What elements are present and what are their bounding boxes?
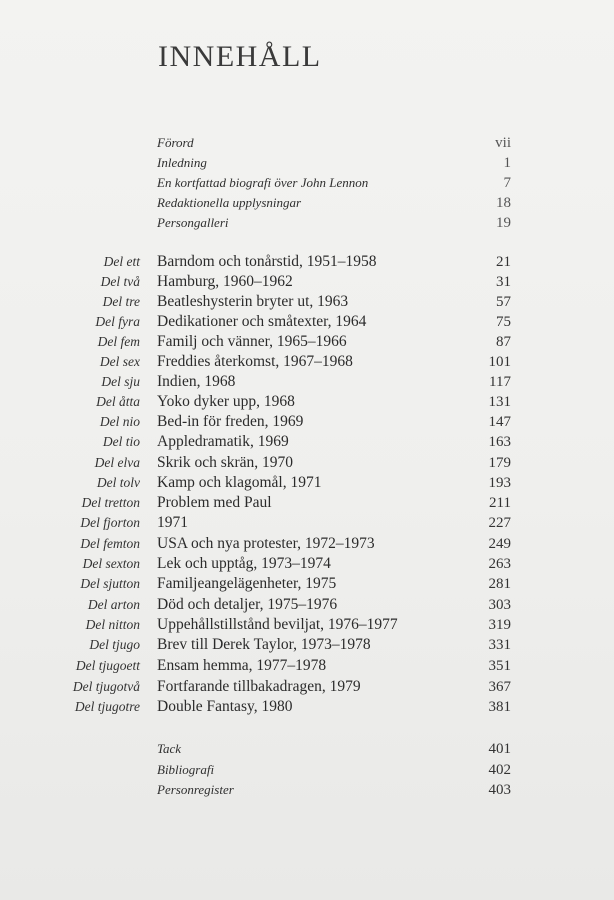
toc-entry-title: Lek och upptåg, 1973–1974 [157,555,331,572]
toc-part-row [0,473,614,493]
toc-entry-page: 227 [488,515,511,531]
toc-front-row [0,173,614,193]
toc-part-label: Del åtta [96,394,140,409]
toc-entry-page: 57 [496,294,511,310]
toc-entry-title: Beatleshysterin bryter ut, 1963 [157,293,349,310]
page-title: INNEHÅLL [158,40,322,73]
toc-part-row [0,392,614,412]
toc-part-label: Del fyra [95,314,140,329]
toc-part-row [0,635,614,655]
toc-part-label: Del sjutton [80,576,140,591]
toc-entry-title: Freddies återkomst, 1967–1968 [157,353,353,370]
toc-entry-page: 249 [488,536,511,552]
toc-entry-page: 193 [488,475,511,491]
toc-part-row [0,513,614,533]
toc-entry-title: Familj och vänner, 1965–1966 [157,333,347,350]
toc-entry-title: Familjeangelägenheter, 1975 [157,575,337,592]
toc-part-label: Del elva [94,455,140,470]
toc-part-row [0,534,614,554]
toc-entry-page: 1 [503,155,511,171]
toc-entry-title: Förord [157,135,194,150]
toc-part-row [0,656,614,676]
toc-part-row [0,372,614,392]
toc-entry-page: 263 [488,556,511,572]
toc-entry-page: 303 [488,597,511,613]
toc-entry-title: Personregister [157,782,234,797]
toc-part-label: Del sex [99,354,140,369]
toc-part-row [0,272,614,292]
toc-front-row [0,213,614,233]
toc-entry-page: 31 [496,274,511,290]
toc-part-label: Del två [100,274,140,289]
toc-entry-page: 381 [488,699,511,715]
toc-entry-page: 367 [488,679,511,695]
toc-entry-title: Fortfarande tillbakadragen, 1979 [157,678,361,695]
toc-part-label: Del sju [101,374,140,389]
toc-part-row [0,292,614,312]
toc-entry-page: 21 [496,254,511,270]
toc-part-row [0,697,614,717]
toc-part-row [0,453,614,473]
toc-part-row [0,615,614,635]
toc-part-label: Del tjugotvå [72,679,140,694]
toc-entry-title: Indien, 1968 [157,373,236,390]
toc-entry-page: 101 [488,354,511,370]
toc-entry-title: Uppehållstillstånd beviljat, 1976–1977 [157,616,398,633]
toc-back-row [0,739,614,759]
toc-entry-page: 75 [496,314,511,330]
toc-part-label: Del tolv [96,475,140,490]
toc-entry-page: 18 [496,195,511,211]
toc-part-row [0,252,614,272]
toc-entry-page: 7 [503,175,511,191]
toc-entry-title: Hamburg, 1960–1962 [157,273,293,290]
toc-entry-title: En kortfattad biografi över John Lennon [157,175,369,190]
toc-entry-page: 117 [489,374,511,390]
toc-entry-title: Kamp och klagomål, 1971 [157,474,322,491]
toc-part-label: Del arton [87,597,140,612]
toc-part-label: Del tio [102,434,140,449]
toc-part-label: Del tre [102,294,140,309]
toc-part-label: Del nio [99,414,140,429]
toc-entry-page: 281 [488,576,511,592]
toc-entry-page: 131 [488,394,511,410]
toc-part-label: Del fjorton [80,515,140,530]
toc-part-row [0,493,614,513]
toc-part-label: Del ett [103,254,140,269]
toc-entry-title: Problem med Paul [157,494,272,511]
toc-part-label: Del tretton [81,495,140,510]
toc-entry-page: vii [495,135,511,151]
toc-entry-title: 1971 [157,514,188,531]
toc-entry-page: 179 [488,455,511,471]
toc-entry-page: 403 [488,782,511,798]
toc-part-row [0,677,614,697]
toc-entry-title: Inledning [157,155,207,170]
toc-part-label: Del sexton [82,556,140,571]
toc-entry-title: Brev till Derek Taylor, 1973–1978 [157,636,371,653]
toc-part-label: Del tjugo [89,637,140,652]
toc-entry-title: Double Fantasy, 1980 [157,698,293,715]
toc-part-row [0,312,614,332]
toc-part-row [0,412,614,432]
toc-entry-page: 401 [488,741,511,757]
toc-entry-title: Tack [157,741,182,756]
toc-back-row [0,760,614,780]
toc-entry-page: 147 [488,414,511,430]
toc-entry-title: Skrik och skrän, 1970 [157,454,294,471]
toc-entry-title: Bed-in för freden, 1969 [157,413,304,430]
toc-entry-title: Bibliografi [157,762,215,777]
toc-part-label: Del nitton [85,617,140,632]
toc-entry-page: 163 [488,434,511,450]
toc-entry-title: USA och nya protester, 1972–1973 [157,535,375,552]
toc-back-row [0,780,614,800]
toc-entry-title: Dedikationer och småtexter, 1964 [157,313,367,330]
toc-part-row [0,332,614,352]
toc-part-label: Del tjugoett [75,658,140,673]
toc-entry-page: 19 [496,215,511,231]
toc-part-row [0,432,614,452]
toc-entry-page: 402 [488,762,511,778]
toc-entry-page: 351 [488,658,511,674]
toc-part-label: Del tjugotre [74,699,140,714]
toc-entry-title: Persongalleri [157,215,229,230]
toc-entry-title: Ensam hemma, 1977–1978 [157,657,327,674]
toc-part-row [0,595,614,615]
toc-part-row [0,554,614,574]
toc-entry-title: Redaktionella upplysningar [157,195,302,210]
toc-entry-page: 331 [488,637,511,653]
toc-front-row [0,133,614,153]
toc-part-label: Del fem [97,334,140,349]
toc-entry-page: 319 [488,617,511,633]
toc-part-label: Del femton [80,536,140,551]
toc-part-row [0,352,614,372]
toc-entry-title: Död och detaljer, 1975–1976 [157,596,338,613]
toc-front-row [0,153,614,173]
toc-entry-page: 87 [496,334,511,350]
toc-front-row [0,193,614,213]
toc-entry-page: 211 [489,495,511,511]
toc-entry-title: Barndom och tonårstid, 1951–1958 [157,253,377,270]
toc-entry-title: Appledramatik, 1969 [157,433,289,450]
toc-entry-title: Yoko dyker upp, 1968 [157,393,295,410]
toc-part-row [0,574,614,594]
